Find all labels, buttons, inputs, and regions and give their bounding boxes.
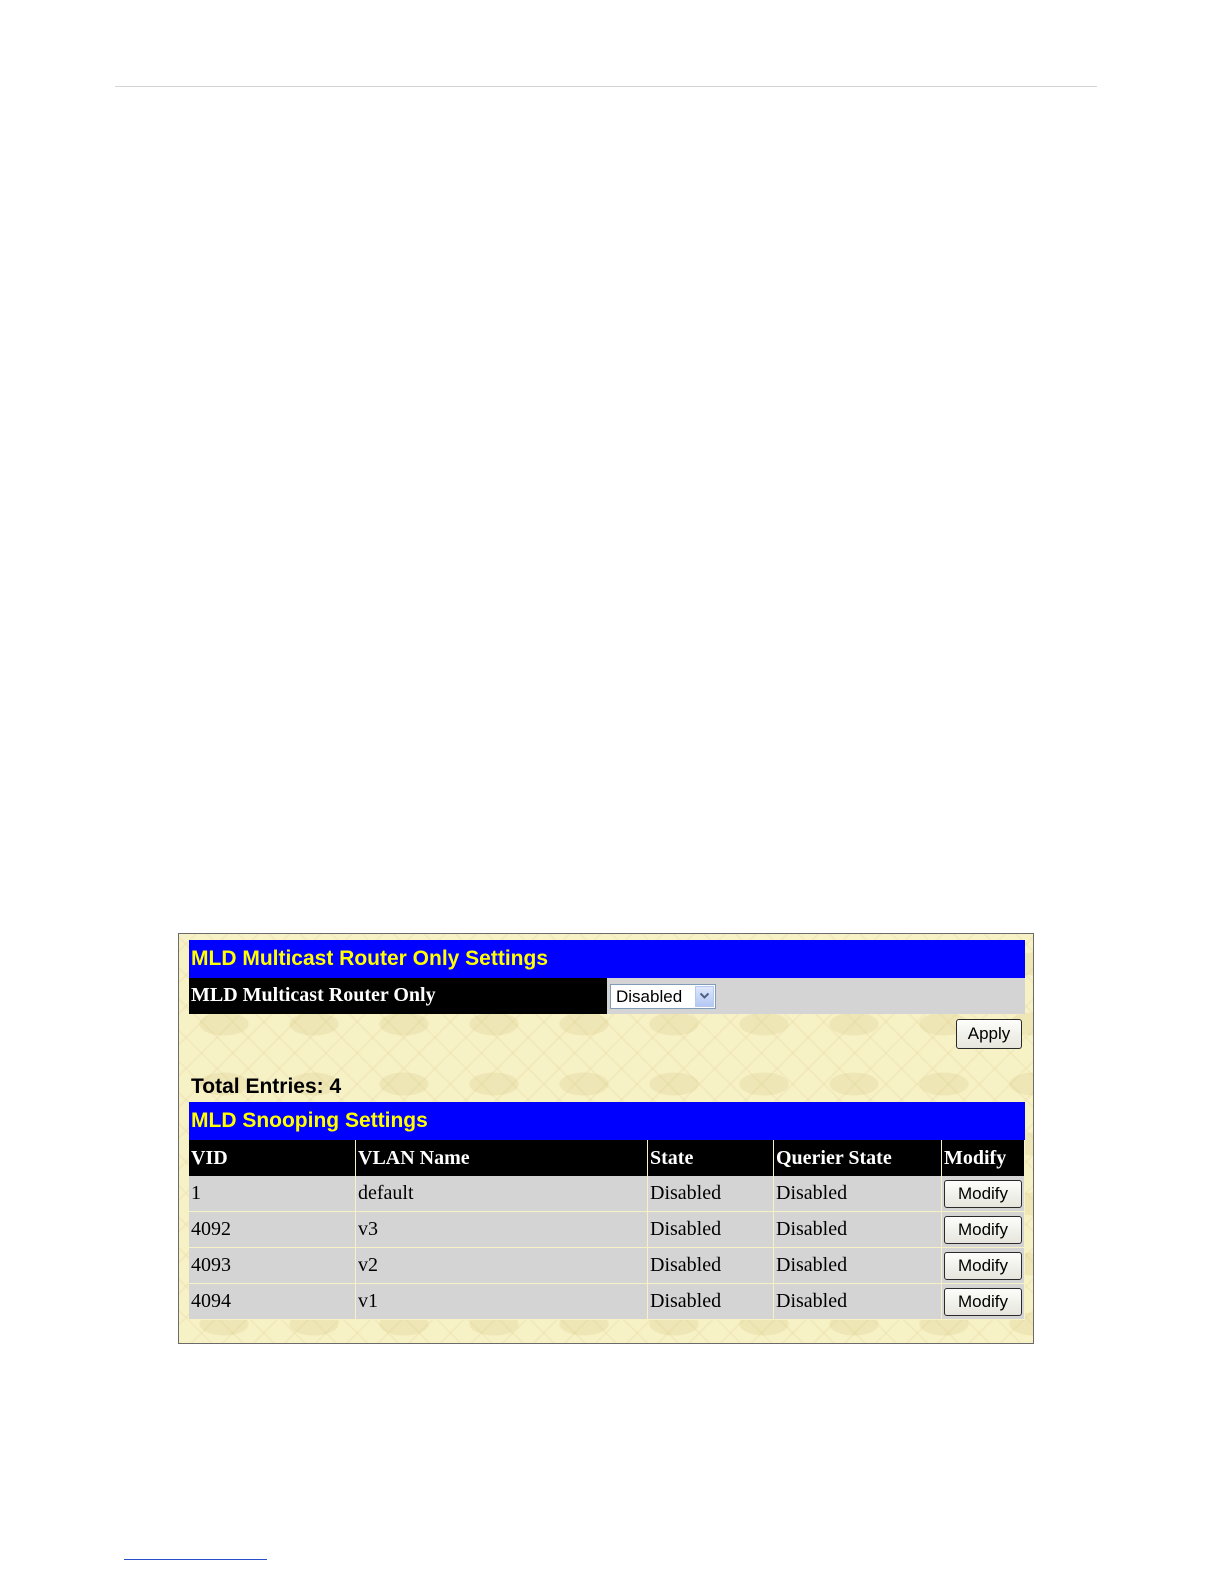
table-row (189, 1212, 1025, 1248)
router-only-title: MLD Multicast Router Only Settings (189, 940, 1025, 978)
modify-button[interactable]: Modify (944, 1252, 1022, 1280)
table-row (189, 1248, 1025, 1284)
cell-vlan-name: v3 (356, 1212, 648, 1248)
cell-vid: 4093 (189, 1248, 356, 1284)
cell-querier-state: Disabled (774, 1248, 942, 1284)
page-footer-rule (124, 1559, 267, 1560)
router-only-label: MLD Multicast Router Only (189, 978, 607, 1014)
apply-button[interactable]: Apply (956, 1019, 1022, 1049)
cell-vid: 4092 (189, 1212, 356, 1248)
cell-vlan-name: v1 (356, 1284, 648, 1320)
cell-querier-state: Disabled (774, 1176, 942, 1212)
cell-vid: 1 (189, 1176, 356, 1212)
table-row (189, 1284, 1025, 1320)
chevron-down-icon[interactable] (695, 986, 714, 1007)
cell-querier-state: Disabled (774, 1212, 942, 1248)
cell-modify (942, 1248, 1025, 1284)
column-header-vid: VID (189, 1140, 356, 1176)
snooping-title: MLD Snooping Settings (189, 1102, 1025, 1140)
modify-button[interactable]: Modify (944, 1216, 1022, 1244)
column-header-state: State (648, 1140, 774, 1176)
column-header-modify: Modify (942, 1140, 1025, 1176)
cell-vlan-name: v2 (356, 1248, 648, 1284)
total-entries: Total Entries: 4 (191, 1075, 342, 1098)
page-header-rule (115, 86, 1097, 87)
cell-modify (942, 1284, 1025, 1320)
cell-vid: 4094 (189, 1284, 356, 1320)
table-header-row (189, 1140, 1025, 1176)
column-header-querier-state: Querier State (774, 1140, 942, 1176)
cell-modify (942, 1212, 1025, 1248)
router-only-select-value: Disabled (616, 986, 683, 1006)
cell-state: Disabled (648, 1248, 774, 1284)
router-only-value-cell (607, 978, 1025, 1014)
cell-state: Disabled (648, 1176, 774, 1212)
router-only-row (189, 978, 1025, 1014)
cell-state: Disabled (648, 1284, 774, 1320)
modify-button[interactable]: Modify (944, 1288, 1022, 1316)
cell-querier-state: Disabled (774, 1284, 942, 1320)
table-row (189, 1176, 1025, 1212)
settings-panel (178, 933, 1034, 1344)
cell-vlan-name: default (356, 1176, 648, 1212)
settings-panel-inner (189, 940, 1025, 1320)
router-only-select[interactable] (610, 984, 716, 1009)
cell-state: Disabled (648, 1212, 774, 1248)
column-header-vlan-name: VLAN Name (356, 1140, 648, 1176)
snooping-table (189, 1140, 1025, 1320)
apply-row (189, 1014, 1025, 1054)
modify-button[interactable]: Modify (944, 1180, 1022, 1208)
cell-modify (942, 1176, 1025, 1212)
